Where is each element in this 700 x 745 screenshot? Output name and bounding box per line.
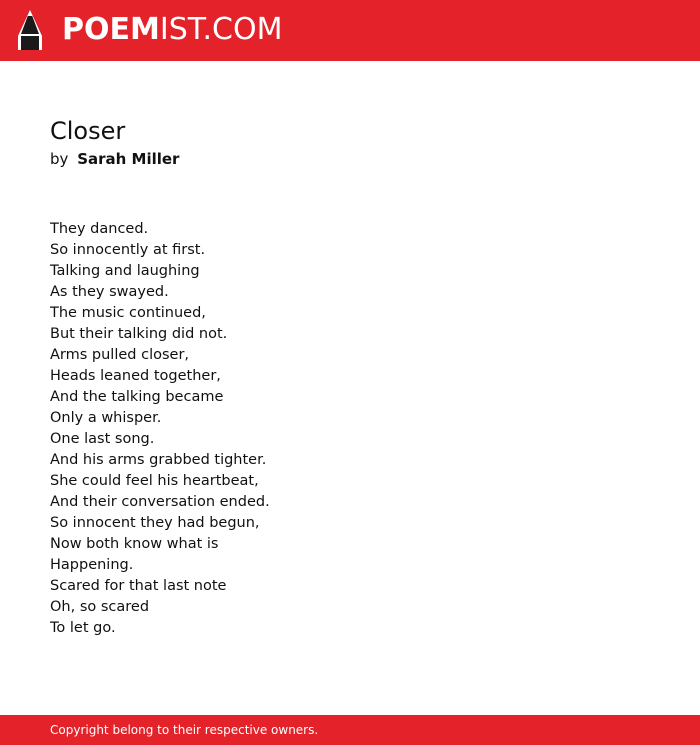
poem-line: Heads leaned together, [50, 368, 221, 384]
poem-line: Arms pulled closer, [50, 347, 190, 363]
poem-line: One last song. [50, 431, 155, 447]
poem-line: And their conversation ended. [50, 494, 270, 510]
poem-line: So innocently at first. [50, 242, 206, 258]
poem-line: Only a whisper. [50, 410, 162, 426]
poem-line: And the talking became [50, 389, 224, 405]
poem-body [50, 219, 270, 639]
byline [50, 149, 179, 169]
poem-line: As they swayed. [50, 284, 169, 300]
brand-light: IST.COM [159, 12, 283, 47]
poem-line: To let go. [50, 620, 116, 636]
poem-line: Talking and laughing [50, 263, 200, 279]
site-logo-text[interactable] [62, 13, 282, 47]
site-header [0, 0, 700, 61]
by-label: by [50, 150, 69, 168]
poem-title: Closer [50, 117, 126, 145]
brand-bold: POEM [62, 12, 160, 47]
poem-line: They danced. [50, 221, 149, 237]
poem-line: Scared for that last note [50, 578, 227, 594]
author-name[interactable]: Sarah Miller [77, 150, 180, 168]
copyright-text: Copyright belong to their respective owners. [50, 723, 319, 737]
poem-line: She could feel his heartbeat, [50, 473, 259, 489]
poem-line: Oh, so scared [50, 599, 150, 615]
pencil-tip-icon[interactable] [16, 9, 44, 51]
poem-line: And his arms grabbed tighter. [50, 452, 267, 468]
poem-line: The music continued, [50, 305, 206, 321]
poem-line: Happening. [50, 557, 134, 573]
poem-line: So innocent they had begun, [50, 515, 260, 531]
poem-line: But their talking did not. [50, 326, 228, 342]
site-footer [0, 715, 700, 745]
poem-line: Now both know what is [50, 536, 219, 552]
